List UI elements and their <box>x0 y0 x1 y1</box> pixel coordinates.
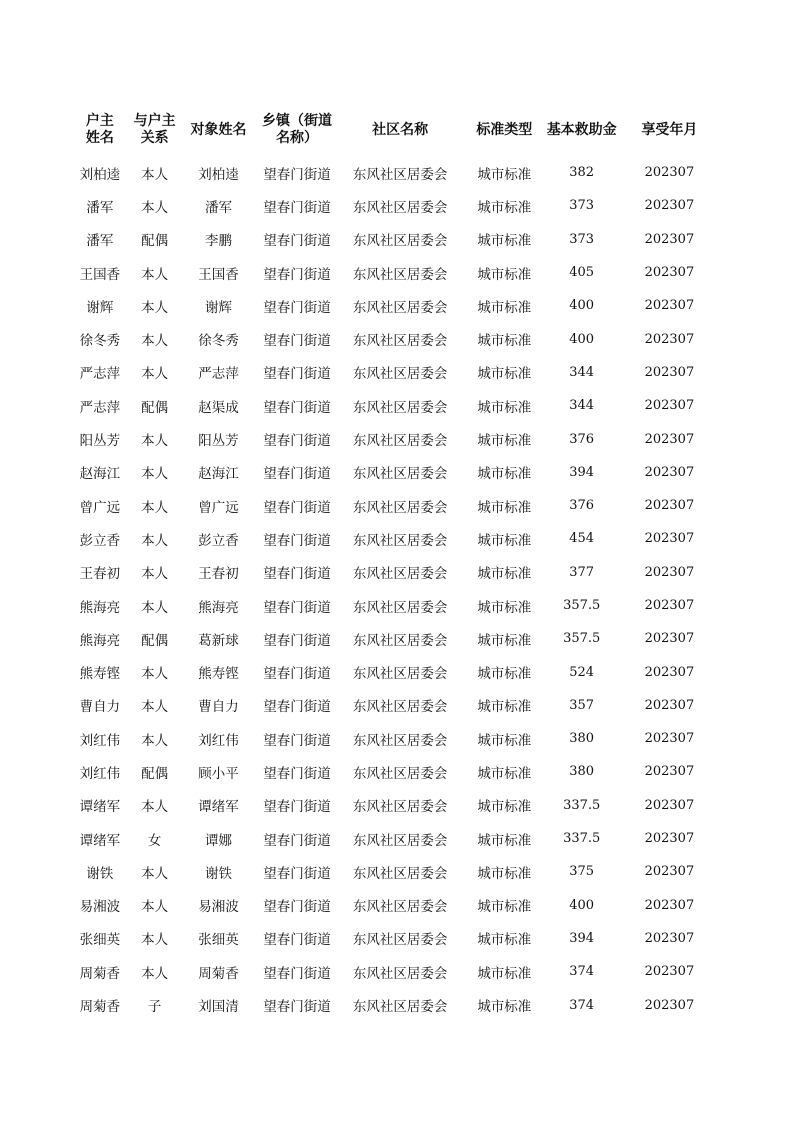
table-header <box>70 104 720 156</box>
recipient-name-cell: 谢铁 <box>205 865 233 882</box>
table-row <box>70 622 720 655</box>
benefit-month-cell: 202307 <box>644 997 695 1013</box>
recipient-name-cell: 曹自力 <box>198 699 239 716</box>
standard-type-cell: 城市标准 <box>477 832 532 849</box>
header-householder-name: 户主 姓名 <box>85 113 114 146</box>
community-cell: 东风社区居委会 <box>352 899 448 916</box>
table-row <box>70 589 720 622</box>
recipient-name-cell: 徐冬秀 <box>198 333 239 350</box>
table-row <box>70 655 720 688</box>
recipient-name-cell: 周菊香 <box>198 965 239 982</box>
subdistrict-cell: 望春门街道 <box>263 899 331 916</box>
recipient-name-cell: 易湘波 <box>198 899 239 916</box>
basic-aid-cell: 394 <box>569 464 595 480</box>
standard-type-cell: 城市标准 <box>477 366 532 383</box>
community-cell: 东风社区居委会 <box>352 166 448 183</box>
basic-aid-cell: 357.5 <box>563 631 601 647</box>
table-row <box>70 689 720 722</box>
community-cell: 东风社区居委会 <box>352 566 448 583</box>
standard-type-cell: 城市标准 <box>477 799 532 816</box>
standard-type-cell: 城市标准 <box>477 865 532 882</box>
benefit-month-cell: 202307 <box>644 431 695 447</box>
subdistrict-cell: 望春门街道 <box>263 399 331 416</box>
relation-cell: 本人 <box>141 732 169 749</box>
table-body <box>70 156 720 1022</box>
householder-name-cell: 周菊香 <box>79 965 121 982</box>
subdistrict-cell: 望春门街道 <box>263 199 331 216</box>
benefit-month-cell: 202307 <box>644 697 695 713</box>
recipient-name-cell: 熊海亮 <box>198 599 239 616</box>
subdistrict-cell: 望春门街道 <box>263 233 331 250</box>
benefit-month-cell: 202307 <box>644 797 695 813</box>
basic-aid-cell: 394 <box>569 930 595 946</box>
standard-type-cell: 城市标准 <box>477 699 532 716</box>
subdistrict-cell: 望春门街道 <box>263 765 331 782</box>
header-standard-type: 标准类型 <box>476 121 533 138</box>
community-cell: 东风社区居委会 <box>352 199 448 216</box>
relation-cell: 配偶 <box>141 233 169 250</box>
community-cell: 东风社区居委会 <box>352 999 448 1016</box>
subdistrict-cell: 望春门街道 <box>263 566 331 583</box>
header-benefit-month: 享受年月 <box>641 121 698 138</box>
table-row <box>70 922 720 955</box>
basic-aid-cell: 337.5 <box>563 797 601 813</box>
table-row <box>70 322 720 355</box>
community-cell: 东风社区居委会 <box>352 433 448 450</box>
community-cell: 东风社区居委会 <box>352 499 448 516</box>
table-row <box>70 855 720 888</box>
householder-name-cell: 赵海江 <box>79 466 121 483</box>
standard-type-cell: 城市标准 <box>477 433 532 450</box>
relation-cell: 本人 <box>141 799 169 816</box>
table-row <box>70 822 720 855</box>
basic-aid-cell: 376 <box>569 498 595 514</box>
standard-type-cell: 城市标准 <box>477 199 532 216</box>
relation-cell: 本人 <box>141 599 169 616</box>
subdistrict-cell: 望春门街道 <box>263 499 331 516</box>
basic-aid-cell: 380 <box>569 764 595 780</box>
table-row <box>70 988 720 1021</box>
table-row <box>70 289 720 322</box>
recipient-name-cell: 曾广远 <box>198 499 239 516</box>
subdistrict-cell: 望春门街道 <box>263 532 331 549</box>
basic-aid-cell: 377 <box>569 564 595 580</box>
header-subdistrict: 乡镇（街道 名称） <box>261 113 332 146</box>
basic-aid-cell: 375 <box>569 864 595 880</box>
relation-cell: 本人 <box>141 199 169 216</box>
standard-type-cell: 城市标准 <box>477 599 532 616</box>
standard-type-cell: 城市标准 <box>477 932 532 949</box>
table-row <box>70 356 720 389</box>
recipient-name-cell: 严志萍 <box>198 366 239 383</box>
community-cell: 东风社区居委会 <box>352 732 448 749</box>
basic-aid-cell: 400 <box>569 331 595 347</box>
recipient-name-cell: 谭娜 <box>205 832 233 849</box>
householder-name-cell: 严志萍 <box>79 366 121 383</box>
subdistrict-cell: 望春门街道 <box>263 699 331 716</box>
recipient-name-cell: 葛新球 <box>198 632 239 649</box>
subdistrict-cell: 望春门街道 <box>263 266 331 283</box>
basic-aid-cell: 524 <box>569 664 595 680</box>
relation-cell: 配偶 <box>141 399 169 416</box>
recipient-name-cell: 熊寿铿 <box>198 666 239 683</box>
householder-name-cell: 刘柏逵 <box>79 166 121 183</box>
recipient-name-cell: 赵海江 <box>198 466 239 483</box>
householder-name-cell: 谭绪军 <box>79 799 121 816</box>
basic-aid-cell: 380 <box>569 731 595 747</box>
householder-name-cell: 谢铁 <box>86 865 114 882</box>
benefit-month-cell: 202307 <box>644 864 695 880</box>
relation-cell: 本人 <box>141 366 169 383</box>
relief-roster-table <box>70 104 720 1022</box>
header-row <box>70 104 720 156</box>
basic-aid-cell: 344 <box>569 398 595 414</box>
relation-cell: 本人 <box>141 965 169 982</box>
basic-aid-cell: 376 <box>569 431 595 447</box>
householder-name-cell: 熊寿铿 <box>79 666 121 683</box>
benefit-month-cell: 202307 <box>644 964 695 980</box>
community-cell: 东风社区居委会 <box>352 799 448 816</box>
relation-cell: 本人 <box>141 666 169 683</box>
householder-name-cell: 谢辉 <box>86 299 114 316</box>
recipient-name-cell: 赵渠成 <box>198 399 239 416</box>
relation-cell: 本人 <box>141 333 169 350</box>
relation-cell: 本人 <box>141 566 169 583</box>
table-row <box>70 955 720 988</box>
recipient-name-cell: 刘红伟 <box>198 732 239 749</box>
standard-type-cell: 城市标准 <box>477 666 532 683</box>
relation-cell: 本人 <box>141 266 169 283</box>
benefit-month-cell: 202307 <box>644 531 695 547</box>
benefit-month-cell: 202307 <box>644 165 695 181</box>
community-cell: 东风社区居委会 <box>352 632 448 649</box>
standard-type-cell: 城市标准 <box>477 632 532 649</box>
basic-aid-cell: 374 <box>569 964 595 980</box>
recipient-name-cell: 彭立香 <box>198 532 239 549</box>
benefit-month-cell: 202307 <box>644 498 695 514</box>
subdistrict-cell: 望春门街道 <box>263 965 331 982</box>
relation-cell: 本人 <box>141 865 169 882</box>
header-recipient-name: 对象姓名 <box>190 121 247 138</box>
community-cell: 东风社区居委会 <box>352 532 448 549</box>
benefit-month-cell: 202307 <box>644 831 695 847</box>
basic-aid-cell: 400 <box>569 298 595 314</box>
header-relation: 与户主 关系 <box>133 113 176 146</box>
recipient-name-cell: 张细英 <box>198 932 239 949</box>
benefit-month-cell: 202307 <box>644 298 695 314</box>
community-cell: 东风社区居委会 <box>352 366 448 383</box>
relation-cell: 本人 <box>141 499 169 516</box>
relation-cell: 女 <box>147 832 162 849</box>
benefit-month-cell: 202307 <box>644 464 695 480</box>
relation-cell: 配偶 <box>141 765 169 782</box>
subdistrict-cell: 望春门街道 <box>263 865 331 882</box>
basic-aid-cell: 357 <box>569 697 595 713</box>
table-row <box>70 789 720 822</box>
table-row <box>70 755 720 788</box>
basic-aid-cell: 344 <box>569 364 595 380</box>
benefit-month-cell: 202307 <box>644 231 695 247</box>
standard-type-cell: 城市标准 <box>477 333 532 350</box>
standard-type-cell: 城市标准 <box>477 233 532 250</box>
standard-type-cell: 城市标准 <box>477 299 532 316</box>
subdistrict-cell: 望春门街道 <box>263 999 331 1016</box>
recipient-name-cell: 谢辉 <box>205 299 233 316</box>
benefit-month-cell: 202307 <box>644 598 695 613</box>
basic-aid-cell: 454 <box>569 531 595 547</box>
benefit-month-cell: 202307 <box>644 631 695 647</box>
relation-cell: 子 <box>147 999 162 1016</box>
community-cell: 东风社区居委会 <box>352 466 448 483</box>
householder-name-cell: 严志萍 <box>79 399 121 416</box>
subdistrict-cell: 望春门街道 <box>263 599 331 616</box>
relation-cell: 配偶 <box>141 632 169 649</box>
header-community: 社区名称 <box>372 121 429 138</box>
recipient-name-cell: 谭绪军 <box>198 799 239 816</box>
table-row <box>70 722 720 755</box>
recipient-name-cell: 王春初 <box>198 566 239 583</box>
householder-name-cell: 潘军 <box>86 199 114 216</box>
standard-type-cell: 城市标准 <box>477 899 532 916</box>
subdistrict-cell: 望春门街道 <box>263 466 331 483</box>
table-row <box>70 256 720 289</box>
householder-name-cell: 谭绪军 <box>79 832 121 849</box>
community-cell: 东风社区居委会 <box>352 765 448 782</box>
basic-aid-cell: 400 <box>569 897 595 913</box>
subdistrict-cell: 望春门街道 <box>263 366 331 383</box>
recipient-name-cell: 顾小平 <box>198 765 239 782</box>
table-row <box>70 389 720 422</box>
relation-cell: 本人 <box>141 433 169 450</box>
householder-name-cell: 曹自力 <box>79 699 121 716</box>
community-cell: 东风社区居委会 <box>352 399 448 416</box>
subdistrict-cell: 望春门街道 <box>263 799 331 816</box>
table-row <box>70 189 720 222</box>
community-cell: 东风社区居委会 <box>352 865 448 882</box>
subdistrict-cell: 望春门街道 <box>263 666 331 683</box>
benefit-month-cell: 202307 <box>644 764 695 780</box>
standard-type-cell: 城市标准 <box>477 399 532 416</box>
relation-cell: 本人 <box>141 166 169 183</box>
subdistrict-cell: 望春门街道 <box>263 299 331 316</box>
basic-aid-cell: 373 <box>569 231 595 247</box>
table-row <box>70 456 720 489</box>
table-row <box>70 422 720 455</box>
householder-name-cell: 王国香 <box>79 266 121 283</box>
householder-name-cell: 周菊香 <box>79 999 121 1016</box>
subdistrict-cell: 望春门街道 <box>263 166 331 183</box>
recipient-name-cell: 李鹏 <box>205 233 233 250</box>
community-cell: 东风社区居委会 <box>352 233 448 250</box>
householder-name-cell: 徐冬秀 <box>79 333 121 350</box>
benefit-month-cell: 202307 <box>644 265 695 281</box>
benefit-month-cell: 202307 <box>644 897 695 913</box>
relation-cell: 本人 <box>141 299 169 316</box>
benefit-month-cell: 202307 <box>644 198 695 214</box>
basic-aid-cell: 374 <box>569 997 595 1013</box>
standard-type-cell: 城市标准 <box>477 266 532 283</box>
table-row <box>70 522 720 555</box>
recipient-name-cell: 刘柏逵 <box>198 166 239 183</box>
subdistrict-cell: 望春门街道 <box>263 932 331 949</box>
benefit-month-cell: 202307 <box>644 664 695 680</box>
community-cell: 东风社区居委会 <box>352 832 448 849</box>
basic-aid-cell: 373 <box>569 198 595 214</box>
householder-name-cell: 刘红伟 <box>79 765 121 782</box>
community-cell: 东风社区居委会 <box>352 965 448 982</box>
recipient-name-cell: 阳丛芳 <box>198 433 239 450</box>
relation-cell: 本人 <box>141 899 169 916</box>
subdistrict-cell: 望春门街道 <box>263 832 331 849</box>
subdistrict-cell: 望春门街道 <box>263 632 331 649</box>
community-cell: 东风社区居委会 <box>352 299 448 316</box>
table-row <box>70 156 720 189</box>
table-row <box>70 556 720 589</box>
benefit-month-cell: 202307 <box>644 331 695 347</box>
community-cell: 东风社区居委会 <box>352 699 448 716</box>
benefit-month-cell: 202307 <box>644 398 695 414</box>
basic-aid-cell: 337.5 <box>563 831 601 847</box>
benefit-month-cell: 202307 <box>644 564 695 580</box>
householder-name-cell: 熊海亮 <box>79 632 121 649</box>
community-cell: 东风社区居委会 <box>352 666 448 683</box>
householder-name-cell: 潘军 <box>86 233 114 250</box>
householder-name-cell: 张细英 <box>79 932 121 949</box>
householder-name-cell: 王春初 <box>79 566 121 583</box>
community-cell: 东风社区居委会 <box>352 599 448 616</box>
householder-name-cell: 阳丛芳 <box>79 433 121 450</box>
table-row <box>70 889 720 922</box>
standard-type-cell: 城市标准 <box>477 166 532 183</box>
standard-type-cell: 城市标准 <box>477 566 532 583</box>
relation-cell: 本人 <box>141 532 169 549</box>
householder-name-cell: 刘红伟 <box>79 732 121 749</box>
standard-type-cell: 城市标准 <box>477 999 532 1016</box>
relation-cell: 本人 <box>141 466 169 483</box>
relation-cell: 本人 <box>141 932 169 949</box>
basic-aid-cell: 405 <box>569 265 595 281</box>
recipient-name-cell: 潘军 <box>205 199 233 216</box>
subdistrict-cell: 望春门街道 <box>263 433 331 450</box>
relief-roster-sheet <box>70 104 720 1022</box>
standard-type-cell: 城市标准 <box>477 732 532 749</box>
subdistrict-cell: 望春门街道 <box>263 732 331 749</box>
householder-name-cell: 曾广远 <box>79 499 121 516</box>
community-cell: 东风社区居委会 <box>352 932 448 949</box>
basic-aid-cell: 382 <box>569 165 595 181</box>
recipient-name-cell: 刘国清 <box>198 999 239 1016</box>
householder-name-cell: 彭立香 <box>79 532 121 549</box>
householder-name-cell: 熊海亮 <box>79 599 121 616</box>
subdistrict-cell: 望春门街道 <box>263 333 331 350</box>
relation-cell: 本人 <box>141 699 169 716</box>
benefit-month-cell: 202307 <box>644 930 695 946</box>
basic-aid-cell: 357.5 <box>563 598 601 613</box>
recipient-name-cell: 王国香 <box>198 266 239 283</box>
standard-type-cell: 城市标准 <box>477 965 532 982</box>
table-row <box>70 489 720 522</box>
householder-name-cell: 易湘波 <box>79 899 121 916</box>
standard-type-cell: 城市标准 <box>477 765 532 782</box>
community-cell: 东风社区居委会 <box>352 333 448 350</box>
standard-type-cell: 城市标准 <box>477 532 532 549</box>
standard-type-cell: 城市标准 <box>477 499 532 516</box>
benefit-month-cell: 202307 <box>644 731 695 747</box>
benefit-month-cell: 202307 <box>644 364 695 380</box>
table-row <box>70 223 720 256</box>
header-basic-aid: 基本救助金 <box>546 121 617 138</box>
community-cell: 东风社区居委会 <box>352 266 448 283</box>
standard-type-cell: 城市标准 <box>477 466 532 483</box>
